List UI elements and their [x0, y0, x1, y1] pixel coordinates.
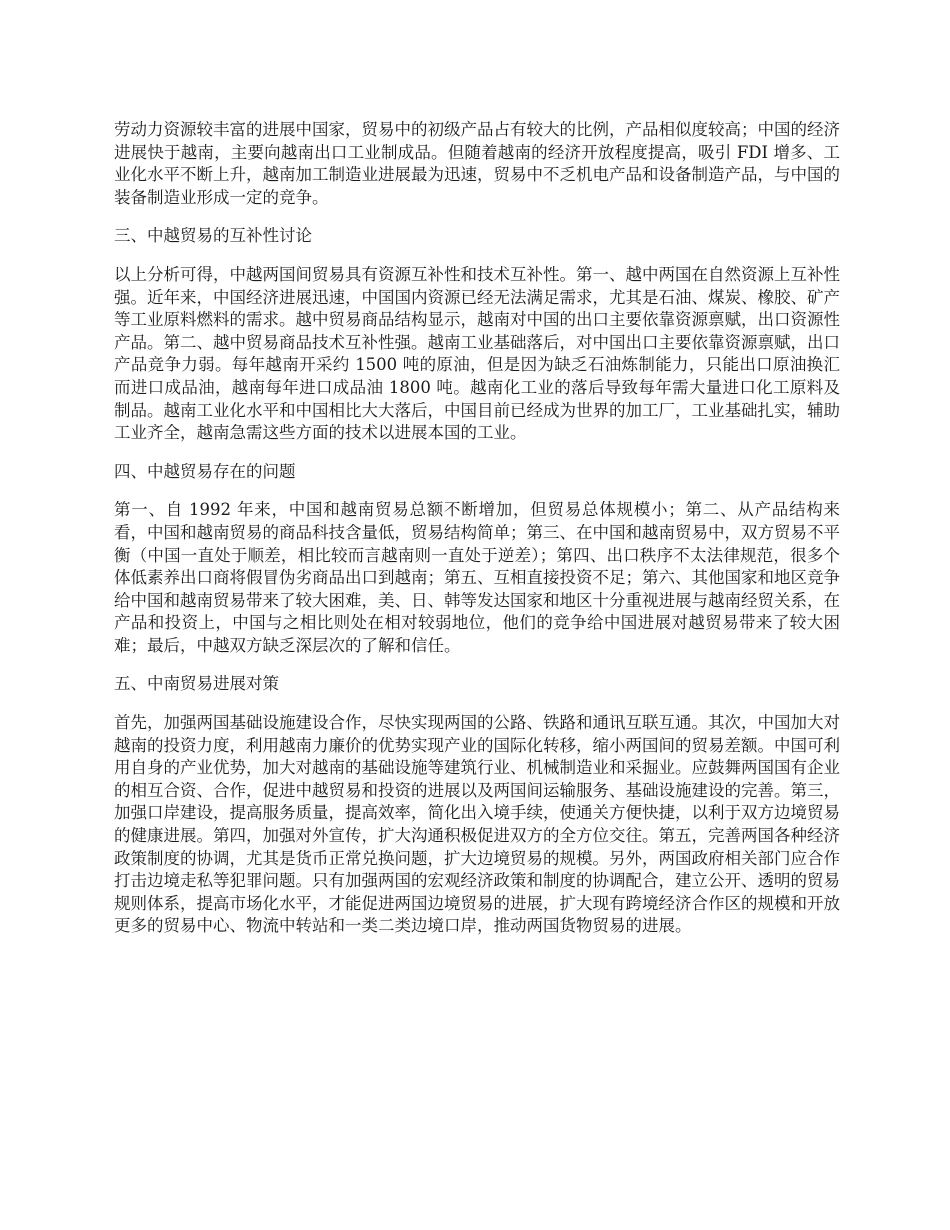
document-body	[114, 119, 840, 954]
paragraph-problems: 第一、自 1992 年来，中国和越南贸易总额不断增加，但贸易总体规模小；第二、从产品结构来看，中国和越南贸易的商品科技含量低，贸易结构简单；第三、在中国和越南贸易中，双方贸易不平衡（中国一直处于顺差，相比较而言越南则一直处于逆差）；第四、出口秩序不太法律规范，很多个体低素养出口商将假冒伪劣商品出口到越南；第五、互相直接投资不足；第六、其他国家和地区竞争给中国和越南贸易带来了较大困难，美、日、韩等发达国家和地区十分重视进展与越南经贸关系，在产品和投资上，中国与之相比则处在相对较弱地位，他们的竞争给中国进展对越贸易带来了较大困难；最后，中越双方缺乏深层次的了解和信任。	[114, 500, 840, 655]
section-heading-5: 五、中南贸易进展对策	[114, 674, 279, 694]
paragraph-countermeasures: 首先，加强两国基础设施建设合作，尽快实现两国的公路、铁路和通讯互联互通。其次，中国加大对越南的投资力度，利用越南力廉价的优势实现产业的国际化转移，缩小两国间的贸易差额。中国可利用自身的产业优势，加大对越南的基础设施等建筑行业、机械制造业和采掘业。应鼓舞两国国有企业的相互合资、合作，促进中越贸易和投资的进展以及两国间运输服务、基础设施建设的完善。第三，加强口岸建设，提高服务质量，提高效率，简化出入境手续，使通关方便快捷，以利于双方边境贸易的健康进展。第四，加强对外宣传，扩大沟通积极促进双方的全方位交往。第五，完善两国各种经济政策制度的协调，尤其是货币正常兑换问题，扩大边境贸易的规模。另外，两国政府相关部门应合作打击边境走私等犯罪问题。只有加强两国的宏观经济政策和制度的协调配合，建立公开、透明的贸易规则体系，提高市场化水平，才能促进两国边境贸易的进展，扩大现有跨境经济合作区的规模和开放更多的贸易中心、物流中转站和一类二类边境口岸，推动两国货物贸易的进展。	[114, 713, 840, 936]
section-heading-4: 四、中越贸易存在的问题	[114, 461, 296, 481]
paragraph-intro: 劳动力资源较丰富的进展中国家，贸易中的初级产品占有较大的比例，产品相似度较高；中国的经济进展快于越南，主要向越南出口工业制成品。但随着越南的经济开放程度提高，吸引 FDI 增多、工业化水平不断上升，越南加工制造业进展最为迅速，贸易中不乏机电产品和设备制造产品，与中国的装备制造业形成一定的竞争。	[114, 120, 840, 207]
paragraph-complementarity: 以上分析可得，中越两国间贸易具有资源互补性和技术互补性。第一、越中两国在自然资源上互补性强。近年来，中国经济进展迅速，中国国内资源已经无法满足需求，尤其是石油、煤炭、橡胶、矿产等工业原料燃料的需求。越中贸易商品结构显示，越南对中国的出口主要依靠资源禀赋，出口资源性产品。第二、越中贸易商品技术互补性强。越南工业基础落后，对中国出口主要依靠资源禀赋，出口产品竞争力弱。每年越南开采约 1500 吨的原油，但是因为缺乏石油炼制能力，只能出口原油换汇而进口成品油，越南每年进口成品油 1800 吨。越南化工业的落后导致每年需大量进口化工原料及制品。越南工业化水平和中国相比大大落后，中国目前已经成为世界的加工厂，工业基础扎实，辅助工业齐全，越南急需这些方面的技术以进展本国的工业。	[114, 264, 840, 443]
section-heading-3: 三、中越贸易的互补性讨论	[114, 226, 312, 246]
